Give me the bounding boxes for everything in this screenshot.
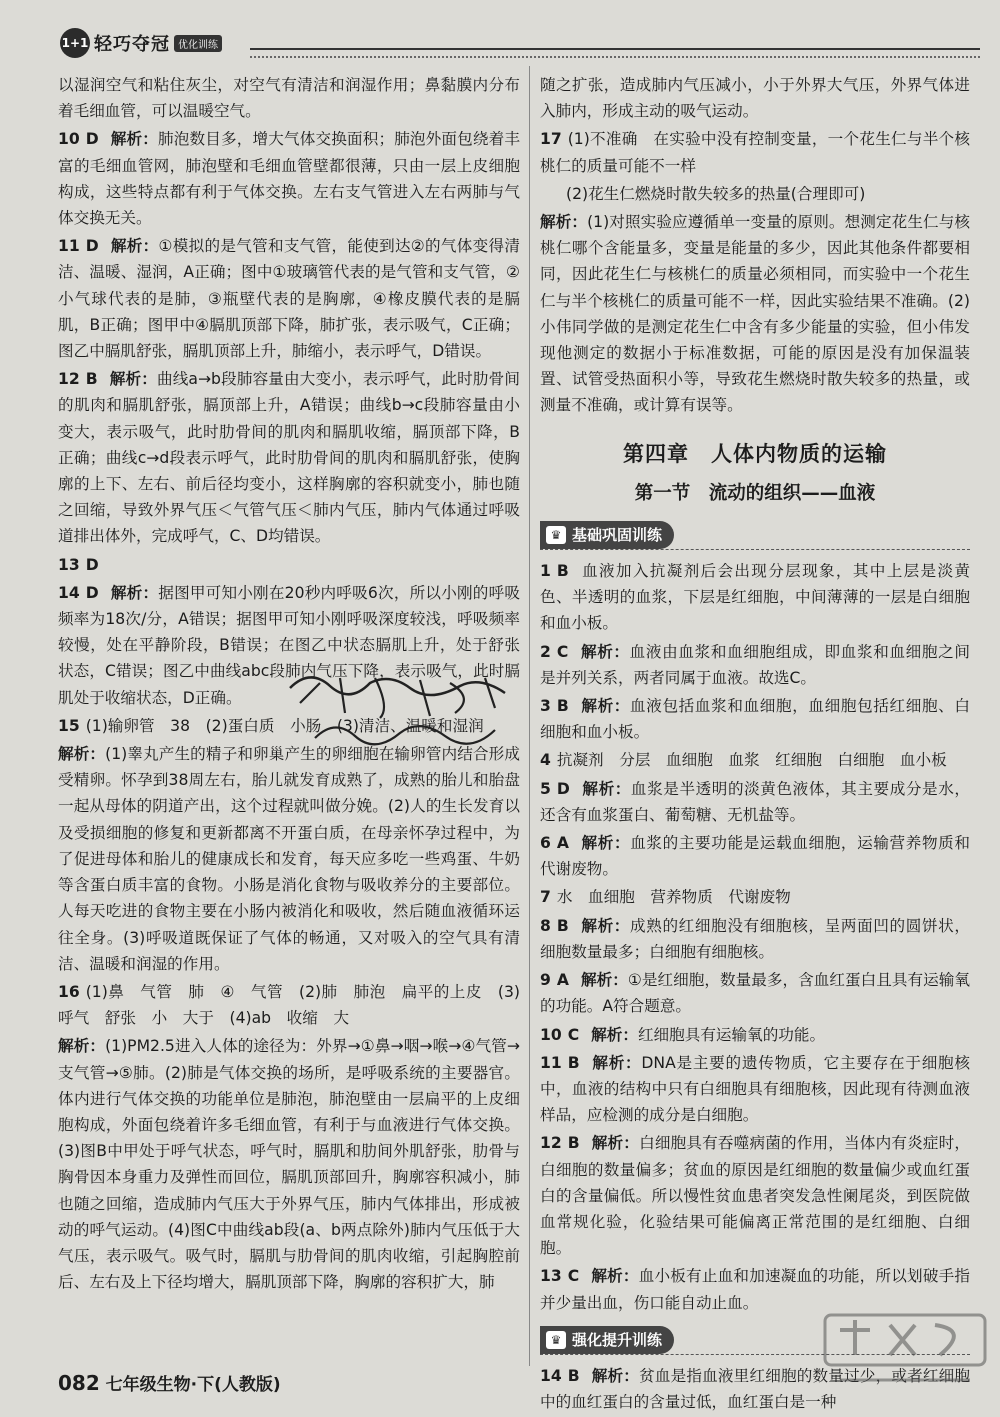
analysis-label: 解析： [58,1037,106,1056]
answer-text: ①是红细胞，数量最多，含血红蛋白且具有运输氧的功能。A符合题意。 [540,971,970,1016]
answer-choice: D [85,583,99,602]
analysis-label: 解析： [580,971,628,990]
answer-text: 抗凝剂 分层 血细胞 血浆 红细胞 白细胞 血小板 [556,751,947,770]
analysis-label: 解析： [540,213,588,232]
answer-entry [58,1033,520,1295]
analysis-label: 解析： [580,697,631,716]
page-footer [58,1370,281,1395]
analysis-label: 解析： [591,1025,638,1044]
question-number: 3 [540,697,551,716]
question-number: 13 [540,1267,562,1286]
right-column [540,72,970,1417]
question-number: 4 [540,751,551,770]
answer-entry [540,913,970,965]
question-number: 13 [58,555,80,574]
answer-choice: C [556,642,569,661]
basic-training-bar [540,521,970,550]
question-number: 11 [540,1053,562,1072]
question-number: 12 [540,1134,562,1153]
answer-entry [540,126,970,178]
answer-choice: B [556,697,569,716]
analysis-label: 解析： [581,779,631,798]
page-number: 082 [58,1371,100,1395]
answer-choice: C [567,1267,580,1286]
answer-text: 以湿润空气和粘住灰尘，对空气有清洁和润湿作用；鼻黏膜内分布着毛细血管，可以温暖空气。 [58,76,520,121]
question-number: 11 [58,237,80,256]
answer-choice: C [567,1025,580,1044]
answer-text: 血液由血浆和血细胞组成，即血浆和血细胞之间是并列关系，两者同属于血液。故选C。 [540,642,970,687]
column-divider [529,66,530,1366]
answer-choice: D [85,130,99,149]
question-number: 7 [540,888,551,907]
basic-training-answers [540,558,970,1316]
analysis-label: 解析： [580,642,630,661]
answer-entry [58,979,520,1031]
answer-text: 血小板有止血和加速凝血的功能，所以划破手指并少量出血，伤口能自动止血。 [540,1267,970,1312]
answer-text: 白细胞具有吞噬病菌的作用，当体内有炎症时，白细胞的数量偏多；贫血的原因是红细胞的数量偏少或血红蛋白的含量偏低。所以慢性贫血患者突发急性阑尾炎，到医院做血常规化验，化验结果可能偏离正常范围的是红细胞、白细胞。 [540,1134,970,1258]
question-number: 14 [540,1366,562,1385]
question-number: 2 [540,642,551,661]
answer-choice: A [556,834,569,853]
answer-text: 随之扩张，造成肺内气压减小，小于外界大气压，外界气体进入肺内，形成主动的吸气运动。 [540,76,970,121]
answer-entry [58,72,520,124]
answer-entry [540,72,970,124]
book-logo [60,28,250,58]
answer-choice: A [556,971,569,990]
answer-entry [58,126,520,231]
answer-entry [540,747,970,773]
answer-text: 贫血是指血液里红细胞的数量过少，或者红细胞中的血红蛋白的含量过低，血红蛋白是一种 [540,1366,970,1411]
answer-entry [540,181,970,207]
answer-text: 血浆是半透明的淡黄色液体，其主要成分是水，还含有血浆蛋白、葡萄糖、无机盐等。 [540,779,970,824]
question-number: 15 [58,716,80,735]
answer-text: (1)对照实验应遵循单一变量的原则。想测定花生仁与核桃仁哪个含能量多，变量是能量的多少，因此其他条件都要相同，因此花生仁与核桃仁的质量必须相同，而实验中一个花生仁与半个核桃仁的质量可能不一样，因此实验结果不准确。(2)小伟同学做的是测定花生仁中含有多少能量的实验，但小伟发现他测定的数据小于标准数据，可能的原因是没有加保温装置、试管受热面积小等，导致花生燃烧时散失较多的热量，或测量不准确，或计算有误等。 [540,213,970,415]
answer-text: (1)输卵管 38 (2)蛋白质 小肠 (3)清洁、温暖和湿润 [85,716,484,735]
answer-entry [540,1022,970,1048]
answer-entry [540,1050,970,1129]
analysis-label: 解析： [58,745,106,764]
logo-subtitle: 优化训练 [174,35,222,52]
answer-text: 水 血细胞 营养物质 代谢废物 [556,888,791,907]
answer-text: DNA是主要的遗传物质，它主要存在于细胞核中，血液的结构中只有白细胞具有细胞核，因此现有待测血液样品，应检测的成分是白细胞。 [540,1053,970,1125]
analysis-label: 解析： [109,370,157,389]
answer-entry [540,884,970,910]
question-number: 5 [540,779,551,798]
answer-text: ①模拟的是气管和支气管，能使到达②的气体变得清洁、温暖、湿润，A正确；图中①玻璃管代表的是气管和支气管，②小气球代表的是肺，③瓶壁代表的是胸廓，④橡皮膜代表的是膈肌，B正确；图甲中④膈肌顶部下降，肺扩张，表示吸气，C正确；图乙中膈肌舒张，膈肌顶部上升，肺缩小，表示呼气，D错误。 [58,237,520,361]
crown-icon: ♛ [546,1331,566,1349]
answer-text: (1)鼻 气管 肺 ④ 气管 (2)肺 肺泡 扁平的上皮 (3)呼气 舒张 小 大于 (4)ab 收缩 大 [58,982,520,1028]
answer-text: 血液包括血浆和血细胞，血细胞包括红细胞、白细胞和血小板。 [540,697,970,742]
logo-badge: 1+1 [60,28,90,58]
answer-choice: B [556,562,569,581]
question-number: 16 [58,982,80,1001]
analysis-label: 解析： [110,583,159,602]
question-number: 6 [540,834,551,853]
question-number: 14 [58,583,80,602]
logo-title: 轻巧夺冠 [94,34,170,55]
answer-text: (1)不准确 在实验中没有控制变量，一个花生仁与半个核桃仁的质量可能不一样 [540,130,970,175]
answer-choice: B [567,1366,580,1385]
corner-watermark [820,1300,990,1400]
question-number: 17 [540,130,562,149]
analysis-label: 解析： [110,130,159,149]
answer-choice: D [556,779,570,798]
question-number: 10 [540,1025,562,1044]
answer-choice: D [85,555,99,574]
answer-entry [540,693,970,745]
answer-text: 血浆的主要功能是运载血细胞，运输营养物质和代谢废物。 [540,834,970,879]
analysis-label: 解析： [580,834,631,853]
answer-text: (2)花生仁燃烧时散失较多的热量(合理即可) [566,184,866,203]
answer-choice: B [567,1134,580,1153]
answer-choice: B [85,370,98,389]
answer-text: (1)睾丸产生的精子和卵巢产生的卵细胞在输卵管内结合形成受精卵。怀孕到38周左右，胎儿就发育成熟了，成熟的胎儿和胎盘一起从母体的阴道产出，这个过程就叫做分娩。(2)人的生长发育以及受损细胞的修复和更新都离不开蛋白质，在母亲怀孕过程中，为了促进母体和胎儿的健康成长和发育，每天应多吃一些鸡蛋、牛奶等含蛋白质丰富的食物。小肠是消化食物与吸收养分的主要部位。人每天吃进的食物主要在小肠内被消化和吸收，然后随血液循环运往全身。(3)呼吸道既保证了气体的畅通，又对吸入的空气具有清洁、温暖和润湿的作用。 [58,745,520,973]
answer-entry [540,967,970,1019]
answer-entry [540,558,970,637]
answer-entry [540,830,970,882]
question-number: 1 [540,562,551,581]
question-number: 10 [58,130,80,149]
analysis-label: 解析： [591,1134,640,1153]
chapter-title: 第四章 人体内物质的运输 [623,441,887,466]
answer-choice: B [556,916,569,935]
advanced-training-label: 强化提升训练 [572,1330,663,1349]
right-top-answers [540,72,970,419]
header-rule [250,48,980,50]
question-number: 9 [540,971,551,990]
crown-icon: ♛ [546,526,566,544]
question-number: 12 [58,370,80,389]
answer-entry [540,639,970,691]
answer-text: 血液加入抗凝剂后会出现分层现象，其中上层是淡黄色、半透明的血浆，下层是红细胞，中间薄薄的一层是白细胞和血小板。 [540,562,970,633]
answer-entry [540,776,970,828]
answer-entry [58,741,520,977]
answer-entry [58,233,520,364]
book-label: 七年级生物·下(人教版) [105,1375,281,1395]
answer-entry [540,1130,970,1261]
basic-training-label: 基础巩固训练 [572,525,663,544]
answer-text: 曲线a→b段肺容量由大变小，表示呼气，此时肋骨间的肌肉和膈肌舒张，膈顶部上升，A错误；曲线b→c段肺容量由小变大，表示吸气，此时肋骨间的肌肉和膈肌收缩，膈顶部下降，B正确；曲线c→d段表示呼气，此时肋骨间的肌肉和膈肌舒张，使胸廓的上下、左右、前后径均变小，这样胸廓的容积就变小，肺也随之回缩，导致外界气压＜气管气压＜肺内气压，肺内气体通过呼吸道排出体外，完成呼气，C、D均错误。 [58,370,520,546]
answer-choice: B [567,1053,580,1072]
header-dotted-rule [250,56,980,58]
analysis-label: 解析： [580,916,631,935]
question-number: 8 [540,916,551,935]
answer-text: 红细胞具有运输氧的功能。 [637,1025,826,1044]
analysis-label: 解析： [591,1053,642,1072]
section-title: 第一节 流动的组织——血液 [634,482,876,504]
answer-text: 据图甲可知小刚在20秒内呼吸6次，所以小刚的呼吸频率为18次/分，A错误；据图甲可知小刚呼吸深度较浅，呼吸频率较慢，处在平静阶段，B错误；在图乙中状态膈肌上升，处于舒张状态，C错误；图乙中曲线abc段肺内气压下降，表示吸气，此时膈肌处于收缩状态，D正确。 [58,583,520,707]
header [60,28,980,64]
analysis-label: 解析： [591,1267,639,1286]
answer-entry [540,209,970,419]
handwritten-signature [280,658,520,758]
answer-entry [58,366,520,549]
answer-text: 成熟的红细胞没有细胞核，呈两面凹的圆饼状，细胞数量最多；白细胞有细胞核。 [540,916,970,961]
answer-text: (1)PM2.5进入人体的途径为：外界→①鼻→咽→喉→④气管→支气管→⑤肺。(2)肺是气体交换的场所，是呼吸系统的主要器官。体内进行气体交换的功能单位是肺泡，肺泡壁由一层扁平的上皮细胞构成，外面包绕着许多毛细血管，有利于与血液进行气体交换。(3)图B中甲处于呼气状态，呼气时，膈肌和肋间外肌舒张，肋骨与胸骨因本身重力及弹性而回位，膈肌顶部回升，胸廓容积减小，肺也随之回缩，造成肺内气压大于外界气压，肺内气体排出，形成被动的呼气运动。(4)图C中曲线ab段(a、b两点除外)肺内气压低于大气压，表示吸气。吸气时，膈肌与肋骨间的肌肉收缩，引起胸腔前后、左右及上下径均增大，膈肌顶部下降，胸廓的容积扩大，肺 [58,1037,520,1292]
answer-choice: D [85,237,99,256]
analysis-label: 解析： [591,1366,640,1385]
answer-text: 肺泡数目多，增大气体交换面积；肺泡外面包绕着丰富的毛细血管网，肺泡壁和毛细血管壁都很薄，只由一层上皮细胞构成，这些特点都有利于气体交换。左右支气管进入左右两肺与气体交换无关。 [58,130,520,228]
answer-entry [58,552,520,578]
analysis-label: 解析： [110,237,159,256]
